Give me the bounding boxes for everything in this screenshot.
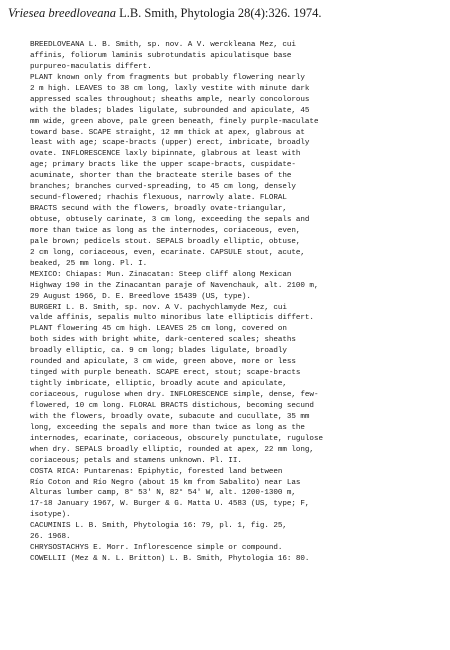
text-line: with the blades; blades ligulate, subrounded and apiculate, 45 bbox=[30, 106, 310, 115]
text-line: valde affinis, sepalis multo minoribus late ellipticis differt. bbox=[30, 314, 314, 323]
document-body bbox=[30, 40, 434, 565]
text-line: COSTA RICA: Puntarenas: Epiphytic, forested land between bbox=[30, 467, 283, 476]
text-line: PLANT known only from fragments but probably flowering nearly bbox=[30, 73, 305, 82]
text-line: 29 August 1966, D. E. Breedlove 15439 (US, type). bbox=[30, 292, 251, 301]
text-line: pale brown; pedicels stout. SEPALS broadly elliptic, obtuse, bbox=[30, 237, 301, 246]
text-line: internodes, ecarinate, coriaceous, obscurely punctulate, rugulose bbox=[30, 434, 323, 443]
text-line: coriaceous; petals and stamens unknown. Pl. II. bbox=[30, 456, 242, 465]
text-line: Highway 190 in the Zinacantan paraje of Navenchauk, alt. 2100 m, bbox=[30, 281, 319, 290]
text-line: PLANT flowering 45 cm high. LEAVES 25 cm long, covered on bbox=[30, 325, 287, 334]
page-header bbox=[8, 6, 444, 21]
text-line: affinis, foliorum laminis subrotundatis apiculatisque base bbox=[30, 51, 292, 60]
text-line: BREEDLOVEANA L. B. Smith, sp. nov. A V. werckleana Mez, cui bbox=[30, 41, 296, 49]
text-line: 26. 1968. bbox=[30, 533, 71, 542]
text-line: age; primary bracts like the upper scape-bracts, cuspidate- bbox=[30, 161, 296, 170]
text-line: beaked, 25 mm long. Pl. I. bbox=[30, 259, 148, 268]
text-line: BURGERI L. B. Smith, sp. nov. A V. pachychlamyde Mez, cui bbox=[30, 303, 287, 312]
text-line: broadly elliptic, ca. 9 cm long; blades ligulate, broadly bbox=[30, 347, 287, 356]
text-line: tightly imbricate, elliptic, broadly acute and apiculate, bbox=[30, 380, 287, 389]
text-line: CACUMINIS L. B. Smith, Phytologia 16: 79, pl. 1, fig. 25, bbox=[30, 522, 287, 531]
text-line: least with age; scape-bracts (upper) erect, imbricate, broadly bbox=[30, 139, 310, 148]
text-line: appressed scales throughout; sheaths ample, nearly concolorous bbox=[30, 95, 310, 104]
text-line: 2 cm long, coriaceous, even, ecarinate. CAPSULE stout, acute, bbox=[30, 248, 305, 257]
text-line: isotype). bbox=[30, 511, 71, 520]
text-line: acuminate, shorter than the bracteate sterile bases of the bbox=[30, 172, 292, 181]
text-line: 2 m high. LEAVES to 38 cm long, laxly vestite with minute dark bbox=[30, 84, 310, 93]
text-line: obtuse, obtusely carinate, 3 cm long, exceeding the sepals and bbox=[30, 216, 310, 224]
text-line: secund-flowered; rhachis flexuous, narrowly alate. FLORAL bbox=[30, 194, 287, 203]
text-line: BRACTS secund with the flowers, broadly ovate-triangular, bbox=[30, 205, 287, 214]
text-line: tinged with purple beneath. SCAPE erect, stout; scape-bracts bbox=[30, 369, 301, 378]
text-line: mm wide, green above, pale green beneath, finely purple-maculate bbox=[30, 117, 319, 126]
text-line: purpureo-maculatis differt. bbox=[30, 62, 152, 71]
text-line: more than twice as long as the internodes, coriaceous, even, bbox=[30, 226, 301, 235]
text-line: Alturas lumber camp, 8° 53' N, 82° 54' W, alt. 1200-1300 m, bbox=[30, 489, 296, 498]
text-line: ovate. INFLORESCENCE laxly bipinnate, glabrous at least with bbox=[30, 150, 301, 159]
text-line: rounded and apiculate, 3 cm wide, green above, more or less bbox=[30, 358, 296, 367]
text-line: 17-18 January 1967, W. Burger & G. Matta U. 4583 (US, type; F, bbox=[30, 500, 310, 509]
text-line: CHRYSOSTACHYS E. Morr. Inflorescence simple or compound. bbox=[30, 544, 283, 553]
text-line: MEXICO: Chiapas: Mun. Zinacatan: Steep cliff along Mexican bbox=[30, 270, 292, 279]
text-line: with the flowers, broadly ovate, subacute and cucullate, 35 mm bbox=[30, 412, 310, 421]
text-line: both sides with bright white, dark-centered scales; sheaths bbox=[30, 336, 296, 345]
text-line: COWELLII (Mez & N. L. Britton) L. B. Smith, Phytologia 16: 80. bbox=[30, 555, 310, 564]
text-line: flowered, 10 cm long. FLORAL BRACTS distichous, becoming secund bbox=[30, 401, 314, 410]
text-line: Río Coton and Río Negro (about 15 km from Sabalito) near Las bbox=[30, 478, 301, 487]
text-line: long, exceeding the sepals and more than twice as long as the bbox=[30, 423, 305, 432]
text-line: when dry. SEPALS broadly elliptic, rounded at apex, 22 mm long, bbox=[30, 445, 314, 454]
species-citation: L.B. Smith, Phytologia 28(4):326. 1974. bbox=[115, 6, 322, 20]
species-name: Vriesea breedloveana bbox=[8, 6, 116, 20]
text-line: coriaceous, rugulose when dry. INFLORESCENCE simple, dense, few- bbox=[30, 391, 319, 399]
text-line: branches; branches curved-spreading, to 45 cm long, densely bbox=[30, 183, 296, 192]
text-line: toward base. SCAPE straight, 12 mm thick at apex, glabrous at bbox=[30, 128, 305, 137]
